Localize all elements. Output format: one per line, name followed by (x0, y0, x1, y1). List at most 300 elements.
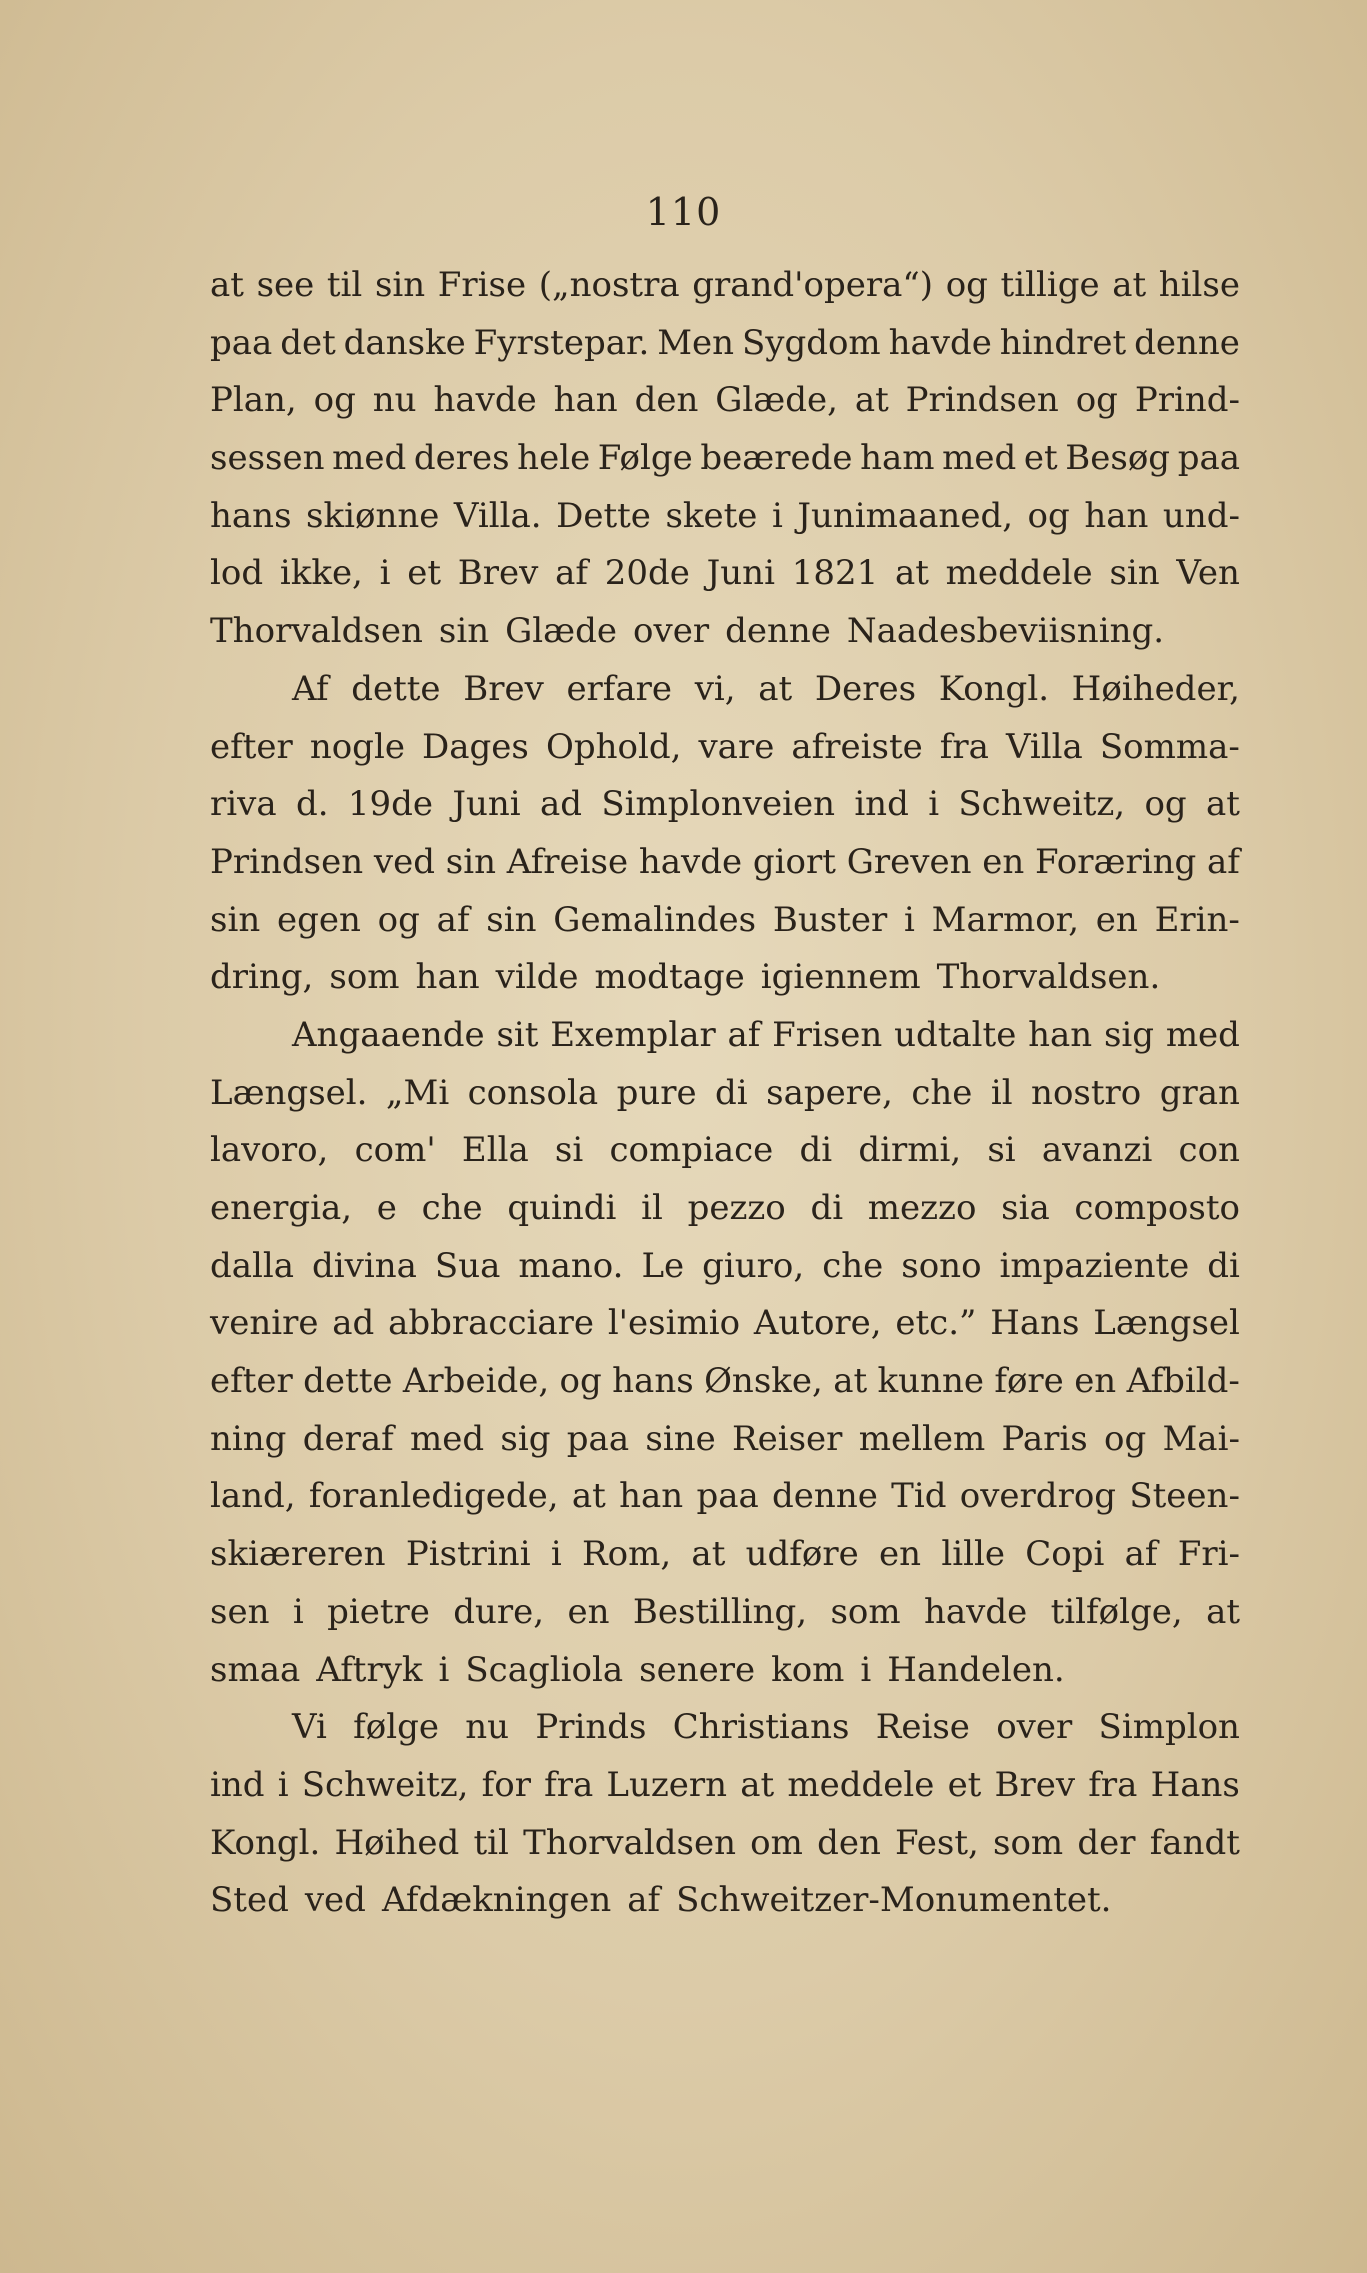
word: ning (210, 1418, 287, 1459)
word: med (410, 1418, 485, 1459)
word: den (817, 1822, 881, 1863)
word: at (758, 668, 793, 709)
word: Naadesbeviisning. (846, 611, 1165, 652)
word: paa (566, 1418, 630, 1459)
word: der (1077, 1822, 1136, 1863)
word: i (379, 553, 391, 594)
word: Plan, (210, 380, 297, 421)
word: Fest, (895, 1822, 979, 1863)
word: nogle (309, 726, 405, 767)
word: Juni (452, 784, 521, 825)
word: overdrog (959, 1476, 1117, 1517)
text-line (210, 380, 1240, 438)
word: en (879, 1534, 922, 1575)
word: og (1027, 495, 1070, 536)
word: Deres (814, 668, 917, 709)
text-line (210, 611, 1240, 669)
word: dirmi, (858, 1130, 962, 1171)
word: deres (413, 438, 510, 479)
word: energia, (210, 1188, 353, 1228)
word: at (740, 1764, 775, 1805)
word: Afdækningen (381, 1880, 612, 1921)
word: fandt (1149, 1822, 1240, 1863)
word: ved (304, 1880, 366, 1921)
word: han (415, 957, 480, 998)
word: paa (696, 1476, 759, 1517)
word: om (750, 1822, 803, 1863)
text-line (210, 1246, 1240, 1304)
word: fra (1088, 1764, 1138, 1805)
word: d. (295, 784, 329, 825)
word: danske (343, 322, 466, 363)
word: meddele (945, 553, 1093, 594)
word: smaa (210, 1649, 301, 1690)
word: dette (303, 1361, 393, 1402)
word: Prindsen (905, 380, 1059, 421)
word: land, (210, 1476, 296, 1517)
text-line (210, 669, 1240, 727)
word: foranledigede, (308, 1476, 559, 1517)
word: af (436, 899, 470, 940)
word: med (332, 438, 407, 479)
word: nostro (1031, 1072, 1142, 1113)
word: Ophold, (545, 726, 682, 767)
word: venire (210, 1303, 319, 1344)
word: sono (901, 1245, 982, 1286)
word: ad (539, 784, 583, 825)
word: grand'opera“) (692, 265, 934, 305)
word: som (993, 1822, 1064, 1863)
word: sia (1001, 1188, 1050, 1228)
word: af (627, 1880, 661, 1921)
word: havde (924, 1591, 1028, 1632)
word: Villa. (453, 495, 542, 536)
word: Ønske, (704, 1361, 823, 1402)
word: Frise (437, 265, 527, 305)
word: il (641, 1188, 663, 1228)
word: consola (467, 1072, 599, 1113)
word: at (833, 1361, 868, 1402)
word: giort (752, 841, 836, 882)
word: Handelen. (887, 1649, 1065, 1690)
word: af (555, 553, 588, 594)
word: at (894, 553, 929, 594)
word: l'esimio (607, 1303, 741, 1344)
word: Villa (1005, 726, 1083, 767)
word: Luzern (606, 1764, 728, 1805)
word: hindret (999, 322, 1127, 363)
word: udtalte (894, 1014, 1017, 1055)
word: dure, (453, 1591, 545, 1632)
word: ad (332, 1303, 375, 1344)
text-line (210, 784, 1240, 842)
word: at (1206, 784, 1240, 825)
word: af (727, 1014, 761, 1055)
word: Kongl. (210, 1822, 321, 1863)
word: impaziente (999, 1245, 1190, 1286)
word: Greven (846, 841, 972, 882)
word: udføre (745, 1534, 859, 1575)
word: Junimaaned, (797, 495, 1014, 536)
word: afreiste (791, 726, 923, 767)
text-line (210, 727, 1240, 785)
word: Erin- (1154, 899, 1240, 940)
word: et (407, 553, 442, 594)
word: Brev (463, 668, 544, 709)
word: Hans (990, 1303, 1080, 1344)
text-line (210, 1650, 1240, 1708)
word: etc.” (895, 1303, 977, 1344)
text-line (210, 265, 1240, 323)
word: sin (374, 265, 426, 305)
word: Simplon (1098, 1707, 1240, 1748)
word: dring, (210, 957, 314, 998)
word: han (1028, 1014, 1093, 1055)
word: Dette (556, 495, 651, 536)
word: skiønne (306, 495, 440, 536)
word: igiennem (760, 957, 921, 998)
word: Arbeide, (402, 1361, 550, 1402)
word: Følge (597, 438, 693, 479)
word: sit (496, 1014, 539, 1055)
word: Prindsen (210, 841, 364, 882)
word: Afreise (506, 841, 629, 882)
word: Schweitz, (958, 784, 1126, 825)
word: paa (1177, 438, 1240, 479)
word: Aftryk (316, 1649, 423, 1690)
word: abbracciare (388, 1303, 595, 1344)
text-line (210, 438, 1240, 496)
word: hilse (1158, 265, 1240, 305)
word: tillige (1000, 265, 1100, 305)
word: føre (994, 1361, 1064, 1402)
word: che (421, 1188, 483, 1228)
word: Marmor, (931, 899, 1079, 940)
word: Juni (706, 553, 775, 594)
word: sen (210, 1591, 270, 1632)
word: at (854, 380, 889, 421)
word: Kongl. (938, 668, 1050, 709)
text-line (210, 1765, 1240, 1823)
word: mano. (518, 1245, 624, 1286)
word: nu (465, 1707, 510, 1748)
word: til (473, 1822, 509, 1863)
word: si (554, 1130, 584, 1171)
word: sin (1109, 553, 1160, 594)
word: erfare (566, 668, 673, 709)
word: Glæde (505, 611, 618, 652)
word: sin (210, 899, 261, 940)
text-line (210, 1130, 1240, 1188)
word: sine (645, 1418, 716, 1459)
word: Bestilling, (632, 1591, 808, 1632)
word: Schweitz, (301, 1764, 469, 1805)
word: nu (372, 380, 417, 421)
word: skete (665, 495, 758, 536)
word: at (571, 1476, 606, 1517)
word: Pistrini (405, 1534, 531, 1575)
word: di (715, 1072, 748, 1113)
word: og (377, 899, 420, 940)
word: Le (641, 1245, 685, 1286)
word: quindi (507, 1188, 617, 1228)
text-line (210, 1188, 1240, 1246)
word: i (277, 1764, 289, 1805)
word: 1821 (791, 553, 879, 594)
word: sessen (210, 438, 325, 479)
text-line (210, 1361, 1240, 1419)
word: denne (1134, 322, 1240, 363)
word: Sygdom (741, 322, 881, 363)
word: dette (351, 668, 441, 709)
word: Reiser (732, 1418, 843, 1459)
word: og (313, 380, 356, 421)
word: i (438, 1649, 450, 1690)
word: Exemplar (550, 1014, 716, 1055)
word: ved (373, 841, 435, 882)
word: Prinds (535, 1707, 647, 1748)
text-line (210, 496, 1240, 554)
word: avanzi (1041, 1130, 1153, 1171)
word: Høiheder, (1071, 668, 1240, 709)
word: Dages (422, 726, 529, 767)
text-line (210, 1880, 1240, 1938)
word: Reise (875, 1707, 970, 1748)
word: lod (210, 553, 264, 594)
word: egen (277, 899, 361, 940)
word: et (947, 1764, 982, 1805)
word: Angaaende (292, 1014, 485, 1055)
word: efter (210, 726, 293, 767)
word: Ella (461, 1130, 529, 1171)
word: Længsel. (210, 1072, 368, 1113)
word: 20de (604, 553, 690, 594)
word: und- (1162, 495, 1240, 536)
word: con (1178, 1130, 1240, 1171)
word: Men (657, 322, 735, 363)
word: og (559, 1361, 602, 1402)
word: til (326, 265, 363, 305)
word: Schweitzer-Monumentet. (676, 1880, 1112, 1921)
word: en (1095, 899, 1138, 940)
word: pezzo (687, 1188, 786, 1228)
word: og (1075, 380, 1118, 421)
word: pure (616, 1072, 697, 1113)
word: at (1112, 265, 1147, 305)
word: Foræring (1035, 841, 1197, 882)
word: Simplonveien (601, 784, 835, 825)
word: skiæreren (210, 1534, 386, 1575)
word: efter (210, 1361, 293, 1402)
word: che (822, 1245, 884, 1286)
word: med (1165, 1014, 1240, 1055)
text-line (210, 957, 1240, 1015)
word: compiace (609, 1130, 774, 1171)
word: che (911, 1072, 973, 1113)
word: og (1144, 784, 1187, 825)
word: som (830, 1591, 901, 1632)
word: Længsel (1093, 1303, 1240, 1344)
word: et (1023, 438, 1058, 479)
word: see (256, 265, 315, 305)
word: Mai- (1162, 1418, 1240, 1459)
word: di (810, 1188, 844, 1228)
text-line (210, 1015, 1240, 1073)
word: („nostra (538, 265, 680, 305)
word: som (329, 957, 400, 998)
word: tilfølge, (1050, 1591, 1183, 1632)
word: Sted (210, 1880, 289, 1921)
text-block (210, 265, 1240, 1938)
word: 19de (347, 784, 433, 825)
word: Brev (457, 553, 539, 594)
word: kom (771, 1649, 845, 1690)
word: i (550, 1534, 562, 1575)
word: en (1074, 1361, 1117, 1402)
word: han (553, 380, 618, 421)
word: divina (312, 1245, 417, 1286)
word: havde (638, 841, 743, 882)
word: for (481, 1764, 531, 1805)
word: Paris (1001, 1418, 1088, 1459)
word: Thorvaldsen (523, 1822, 736, 1863)
word: Autore, (753, 1303, 882, 1344)
word: og (945, 265, 988, 305)
word: Afbild- (1126, 1361, 1240, 1402)
word: fra (939, 726, 989, 767)
word: i (771, 495, 783, 536)
text-line (210, 842, 1240, 900)
word: sin (445, 841, 496, 882)
word: lavoro, (210, 1130, 329, 1171)
word: e (376, 1188, 397, 1228)
word: sin (438, 611, 490, 652)
word: vilde (495, 957, 579, 998)
word: gran (1159, 1072, 1240, 1113)
word: i (903, 899, 915, 940)
word: den (634, 380, 699, 421)
word: Christians (672, 1707, 850, 1748)
word: Hans (1150, 1764, 1240, 1805)
word: ind (210, 1764, 265, 1805)
text-line (210, 1476, 1240, 1534)
word: Thorvaldsen (210, 611, 423, 652)
word: paa (210, 322, 273, 363)
word: ham (860, 438, 935, 479)
word: sig (500, 1418, 551, 1459)
word: Thorvaldsen. (936, 957, 1161, 998)
word: si (987, 1130, 1016, 1171)
word: denne (772, 1476, 878, 1517)
text-line (210, 1534, 1240, 1592)
word: Ven (1176, 553, 1240, 594)
word: modtage (594, 957, 745, 998)
word: mezzo (867, 1188, 977, 1228)
word: og (1103, 1418, 1147, 1459)
word: Af (292, 668, 329, 709)
word: sapere, (766, 1072, 893, 1113)
word: over (633, 611, 710, 652)
word: kunne (877, 1361, 984, 1402)
word: hans (210, 495, 292, 536)
word: Brev (994, 1764, 1076, 1805)
word: Glæde, (715, 380, 838, 421)
text-line (210, 553, 1240, 611)
word: „Mi (385, 1072, 450, 1113)
word: meddele (787, 1764, 935, 1805)
word: hele (517, 438, 591, 479)
word: Vi (292, 1707, 327, 1748)
page-number: 110 (645, 190, 722, 234)
word: Prind- (1134, 380, 1240, 421)
word: di (1207, 1245, 1240, 1286)
word: Somma- (1099, 726, 1240, 767)
word: vare (698, 726, 775, 767)
word: composto (1074, 1188, 1240, 1228)
word: il (990, 1072, 1013, 1113)
word: pietre (327, 1591, 430, 1632)
word: Gemalindes (553, 899, 757, 940)
text-line (210, 1823, 1240, 1881)
word: Tid (891, 1476, 947, 1517)
word: Høihed (334, 1822, 460, 1863)
word: at (691, 1534, 726, 1575)
word: Frisen (772, 1014, 883, 1055)
word: beærede (700, 438, 853, 479)
word: han (1084, 495, 1149, 536)
text-line (210, 1592, 1240, 1650)
word: det (280, 322, 336, 363)
word: denne (725, 611, 831, 652)
word: dalla (210, 1245, 295, 1286)
word: over (996, 1707, 1073, 1748)
word: i (292, 1591, 304, 1632)
word: Scagliola (465, 1649, 624, 1690)
word: mellem (858, 1418, 986, 1459)
text-line (210, 1073, 1240, 1131)
word: Copi (1025, 1534, 1105, 1575)
word: Sua (434, 1245, 501, 1286)
word: at (1206, 1591, 1240, 1632)
word: senere (639, 1649, 756, 1690)
word: sin (486, 899, 537, 940)
word: Besøg (1065, 438, 1171, 479)
word: deraf (302, 1418, 394, 1459)
word: Steen- (1129, 1476, 1240, 1517)
text-line (210, 1303, 1240, 1361)
text-line (210, 900, 1240, 958)
word: com' (354, 1130, 436, 1171)
word: i (860, 1649, 872, 1690)
word: di (799, 1130, 833, 1171)
word: Rom, (582, 1534, 672, 1575)
word: riva (210, 784, 277, 825)
word: vi, (694, 668, 736, 709)
word: med (942, 438, 1017, 479)
word: havde (888, 322, 992, 363)
word: at (210, 265, 244, 305)
word: Fri- (1177, 1534, 1240, 1575)
word: en (567, 1591, 610, 1632)
word: følge (353, 1707, 439, 1748)
word: han (619, 1476, 684, 1517)
word: Fyrstepar. (473, 322, 650, 363)
word: havde (433, 380, 537, 421)
word: giuro, (702, 1245, 805, 1286)
word: en (982, 841, 1025, 882)
word: hans (612, 1361, 694, 1402)
word: ikke, (279, 553, 363, 594)
